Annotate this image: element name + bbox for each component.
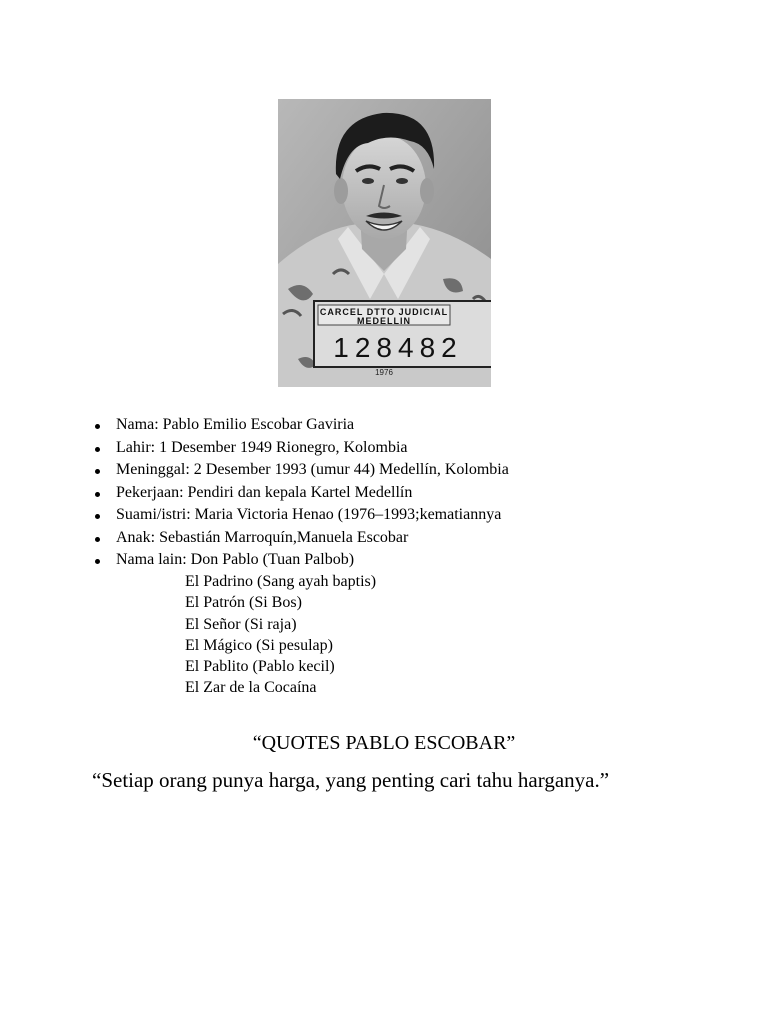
bio-item-name: Nama: Pablo Emilio Escobar Gaviria xyxy=(92,414,509,437)
quote-heading: “QUOTES PABLO ESCOBAR” xyxy=(252,732,516,754)
plate-line1: CARCEL DTTO JUDICIAL xyxy=(319,307,449,317)
bio-item-children: Anak: Sebastián Marroquín,Manuela Escobar xyxy=(92,527,509,550)
bio-item-aliases: Nama lain: Don Pablo (Tuan Palbob) xyxy=(92,549,509,572)
quote-text: “Setiap orang punya harga, yang penting cari tahu harganya.” xyxy=(92,768,610,792)
plate-small: 1976 xyxy=(375,368,393,377)
bio-item-died: Meninggal: 2 Desember 1993 (umur 44) Medellín, Kolombia xyxy=(92,459,509,482)
mugshot-photo xyxy=(278,99,491,387)
alias-item: El Pablito (Pablo kecil) xyxy=(185,658,335,676)
plate-line2: MEDELLIN xyxy=(357,316,411,326)
alias-item: El Mágico (Si pesulap) xyxy=(185,636,333,654)
bio-item-spouse: Suami/istri: Maria Victoria Henao (1976–1993;kematiannya xyxy=(92,504,509,527)
alias-item: El Zar de la Cocaína xyxy=(185,679,317,697)
alias-item: El Señor (Si raja) xyxy=(185,615,297,633)
alias-item: El Padrino (Sang ayah baptis) xyxy=(185,573,377,590)
mugshot-illustration xyxy=(278,99,491,387)
plate-number: 128482 xyxy=(333,332,463,363)
alias-item: El Patrón (Si Bos) xyxy=(185,594,302,612)
bio-item-occupation: Pekerjaan: Pendiri dan kepala Kartel Medellín xyxy=(92,482,509,505)
alias-list xyxy=(185,571,376,699)
bio-list xyxy=(92,414,509,572)
bio-item-born: Lahir: 1 Desember 1949 Rionegro, Kolombia xyxy=(92,437,509,460)
